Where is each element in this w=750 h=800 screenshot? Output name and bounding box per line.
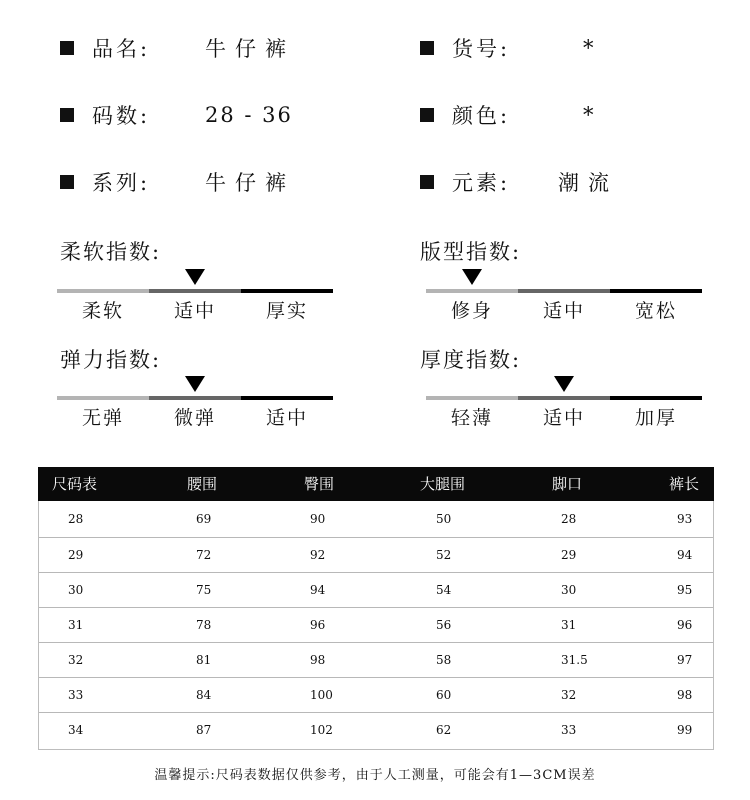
table-row: [39, 537, 713, 573]
cell-size: 32: [68, 653, 84, 667]
table-row: [39, 502, 713, 537]
scale-label: 适中: [542, 300, 585, 322]
cell-waist: 84: [196, 688, 212, 702]
cell-size: 34: [68, 723, 84, 737]
info-name: [60, 33, 295, 63]
elasticity-index-scale: [57, 376, 333, 436]
table-row: [39, 677, 713, 713]
table-row: [39, 642, 713, 678]
cell-hip: 92: [310, 548, 326, 562]
header-hip: 臀围: [304, 475, 335, 493]
scale-label: 加厚: [634, 407, 677, 429]
bullet-square-icon: [420, 41, 434, 55]
bullet-square-icon: [60, 175, 74, 189]
info-label: 颜色:: [452, 104, 511, 128]
table-row: [39, 712, 713, 748]
bullet-square-icon: [60, 108, 74, 122]
cell-hip: 94: [310, 583, 326, 597]
info-value: *: [583, 103, 603, 127]
cell-size: 28: [68, 512, 84, 526]
size-note: 温馨提示:尺码表数据仅供参考，由于人工测量，可能会有1—3CM误差: [154, 768, 596, 783]
scale-label: 适中: [265, 407, 308, 429]
cell-thigh: 52: [436, 548, 452, 562]
info-element: [420, 167, 618, 197]
thickness-index-title: 厚度指数:: [420, 348, 522, 372]
cell-thigh: 58: [436, 653, 452, 667]
cell-hip: 102: [310, 723, 333, 737]
fit-index-scale: [426, 269, 702, 329]
scale-label: 厚实: [265, 300, 308, 322]
scale-label: 微弹: [173, 407, 216, 429]
cell-size: 29: [68, 548, 84, 562]
info-item-number: [420, 33, 603, 63]
info-value: *: [583, 36, 603, 60]
cell-leg-opening: 33: [561, 723, 577, 737]
cell-thigh: 62: [436, 723, 452, 737]
softness-index-title: 柔软指数:: [60, 240, 162, 264]
bullet-square-icon: [420, 108, 434, 122]
info-size-range: [60, 100, 293, 130]
cell-waist: 69: [196, 512, 212, 526]
bullet-square-icon: [420, 175, 434, 189]
cell-thigh: 56: [436, 618, 452, 632]
thickness-index-scale: [426, 376, 702, 436]
table-row: [39, 572, 713, 608]
header-waist: 腰围: [187, 475, 218, 493]
header-thigh: 大腿围: [420, 475, 466, 493]
scale-label: 适中: [542, 407, 585, 429]
info-label: 货号:: [452, 37, 511, 61]
info-label: 元素:: [452, 171, 511, 195]
fit-index-title: 版型指数:: [420, 240, 522, 264]
bullet-square-icon: [60, 41, 74, 55]
table-row: [39, 607, 713, 643]
info-label: 系列:: [92, 171, 151, 195]
cell-waist: 72: [196, 548, 212, 562]
cell-waist: 87: [196, 723, 212, 737]
cell-waist: 81: [196, 653, 212, 667]
cell-size: 33: [68, 688, 84, 702]
cell-length: 94: [677, 548, 693, 562]
cell-waist: 78: [196, 618, 212, 632]
info-value: 牛仔裤: [205, 37, 295, 61]
cell-leg-opening: 31.5: [561, 653, 588, 667]
cell-leg-opening: 31: [561, 618, 577, 632]
info-value: 牛仔裤: [205, 171, 295, 195]
size-table: [38, 467, 714, 750]
cell-thigh: 54: [436, 583, 452, 597]
info-color: [420, 100, 603, 130]
cell-length: 95: [677, 583, 693, 597]
scale-label: 适中: [173, 300, 216, 322]
header-length: 裤长: [669, 475, 700, 493]
cell-hip: 90: [310, 512, 326, 526]
header-size: 尺码表: [52, 475, 98, 493]
cell-leg-opening: 32: [561, 688, 577, 702]
cell-length: 98: [677, 688, 693, 702]
indicator-arrow-icon: [185, 376, 205, 392]
scale-label: 轻薄: [450, 407, 493, 429]
cell-thigh: 50: [436, 512, 452, 526]
cell-hip: 100: [310, 688, 333, 702]
scale-label: 无弹: [81, 407, 124, 429]
cell-length: 99: [677, 723, 693, 737]
cell-size: 31: [68, 618, 84, 632]
cell-leg-opening: 30: [561, 583, 577, 597]
scale-label: 宽松: [634, 300, 677, 322]
info-value: 28 - 36: [205, 103, 293, 127]
info-label: 品名:: [92, 37, 151, 61]
size-table-header: [38, 467, 714, 501]
elasticity-index-title: 弹力指数:: [60, 348, 162, 372]
cell-size: 30: [68, 583, 84, 597]
info-value: 潮流: [558, 171, 618, 195]
cell-thigh: 60: [436, 688, 452, 702]
info-series: [60, 167, 295, 197]
softness-index-scale: [57, 269, 333, 329]
cell-length: 96: [677, 618, 693, 632]
cell-hip: 96: [310, 618, 326, 632]
header-leg-opening: 脚口: [552, 475, 583, 493]
info-label: 码数:: [92, 104, 151, 128]
indicator-arrow-icon: [462, 269, 482, 285]
indicator-arrow-icon: [554, 376, 574, 392]
indicator-arrow-icon: [185, 269, 205, 285]
cell-waist: 75: [196, 583, 212, 597]
cell-length: 97: [677, 653, 693, 667]
cell-leg-opening: 28: [561, 512, 577, 526]
scale-label: 修身: [450, 300, 493, 322]
cell-hip: 98: [310, 653, 326, 667]
cell-length: 93: [677, 512, 693, 526]
cell-leg-opening: 29: [561, 548, 577, 562]
scale-label: 柔软: [81, 300, 124, 322]
